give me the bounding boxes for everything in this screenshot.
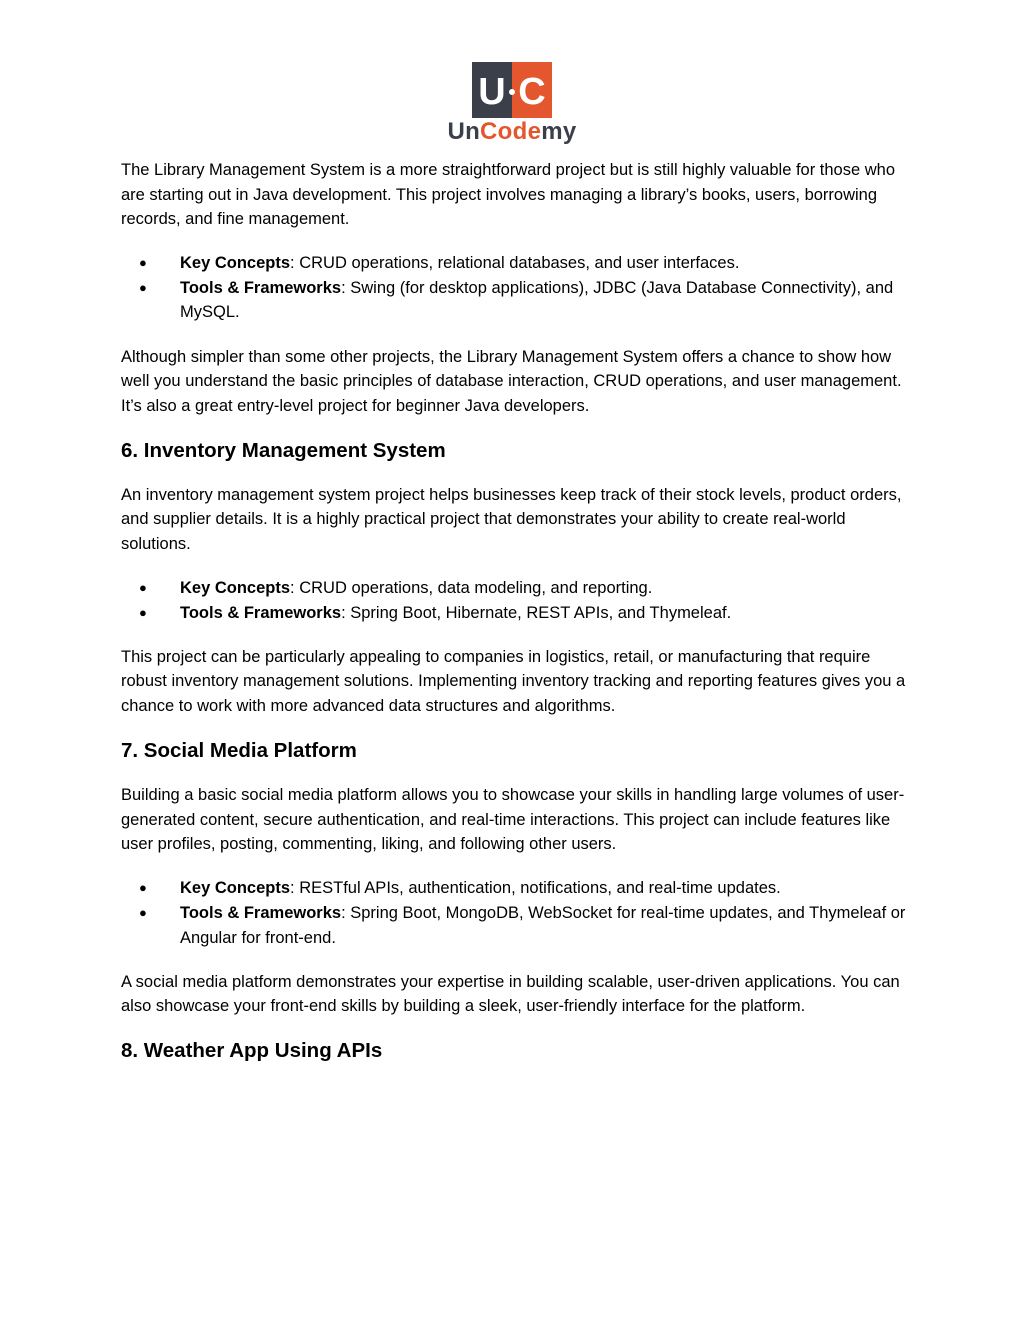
section-heading-social-media: 7. Social Media Platform <box>121 739 357 763</box>
inventory-bullet-list <box>121 576 911 625</box>
bullet-text: : CRUD operations, data modeling, and reporting. <box>290 579 653 598</box>
list-item <box>121 576 911 601</box>
list-item <box>121 601 911 626</box>
logo-word-part1: Un <box>447 118 481 145</box>
list-item <box>121 876 911 901</box>
list-item <box>121 276 911 325</box>
bullet-icon: ● <box>139 904 147 920</box>
social-media-paragraph: Building a basic social media platform allows you to showcase your skills in handling large volumes of user-generated content, secure authentication, and real-time interactions. This project can include features like user profiles, posting, commenting, liking, and following other users. <box>121 786 905 854</box>
intro-closing-paragraph: Although simpler than some other projects, the Library Management System offers a chance to show how well you understand the basic principles of database interaction, CRUD operations, and user management. It’s also a great entry-level project for beginner Java developers. <box>121 347 902 415</box>
intro-paragraph: The Library Management System is a more straightforward project but is still highly valuable for those who are starting out in Java development. This project involves managing a library’s books, users, borrowing records, and fine management. <box>121 161 896 229</box>
bullet-label: Key Concepts <box>180 254 291 273</box>
bullet-text: : RESTful APIs, authentication, notifications, and real-time updates. <box>290 879 781 898</box>
logo-dot <box>509 89 515 95</box>
bullet-icon: ● <box>139 880 147 896</box>
inventory-closing-paragraph: This project can be particularly appealing to companies in logistics, retail, or manufacturing that require robust inventory management solutions. Implementing inventory tracking and reporting features gives you a chance to work with more advanced data structures and algorithms. <box>121 647 906 715</box>
bullet-text: : Swing (for desktop applications), JDBC (Java Database Connectivity), and MySQL. <box>180 278 894 322</box>
inventory-paragraph: An inventory management system project helps businesses keep track of their stock levels, product orders, and supplier details. It is a highly practical project that demonstrates your ability to create real-world solutions. <box>121 485 902 554</box>
bullet-label: Tools & Frameworks <box>180 903 342 922</box>
uncodemy-logo <box>0 62 1024 146</box>
section-heading-weather-app: 8. Weather App Using APIs <box>121 1039 383 1063</box>
intro-bullet-list <box>121 251 911 325</box>
social-media-closing-paragraph: A social media platform demonstrates your expertise in building scalable, user-driven applications. You can also showcase your front-end skills by building a sleek, user-friendly interface for the platform. <box>121 972 900 1016</box>
logo-letter-u: U <box>478 71 506 113</box>
bullet-icon: ● <box>139 604 147 620</box>
logo-letter-c: C <box>518 71 546 113</box>
document-body <box>121 158 911 1083</box>
list-item <box>121 251 911 276</box>
uc-logo-mark <box>472 62 552 118</box>
bullet-label: Key Concepts <box>180 879 291 898</box>
social-media-bullet-list <box>121 876 911 950</box>
bullet-label: Key Concepts <box>180 579 291 598</box>
logo-word-part3: my <box>541 118 577 145</box>
bullet-text: : CRUD operations, relational databases, and user interfaces. <box>290 254 740 273</box>
bullet-text: : Spring Boot, MongoDB, WebSocket for real-time updates, and Thymeleaf or Angular for front-end. <box>180 903 906 947</box>
bullet-icon: ● <box>139 279 147 295</box>
bullet-label: Tools & Frameworks <box>180 278 342 297</box>
bullet-icon: ● <box>139 580 147 596</box>
list-item <box>121 901 911 950</box>
bullet-icon: ● <box>139 255 147 271</box>
logo-word-part2: Code <box>480 118 542 145</box>
bullet-text: : Spring Boot, Hibernate, REST APIs, and Thymeleaf. <box>341 603 732 622</box>
bullet-label: Tools & Frameworks <box>180 603 342 622</box>
section-heading-inventory: 6. Inventory Management System <box>121 438 446 462</box>
logo-wordmark <box>447 118 576 146</box>
